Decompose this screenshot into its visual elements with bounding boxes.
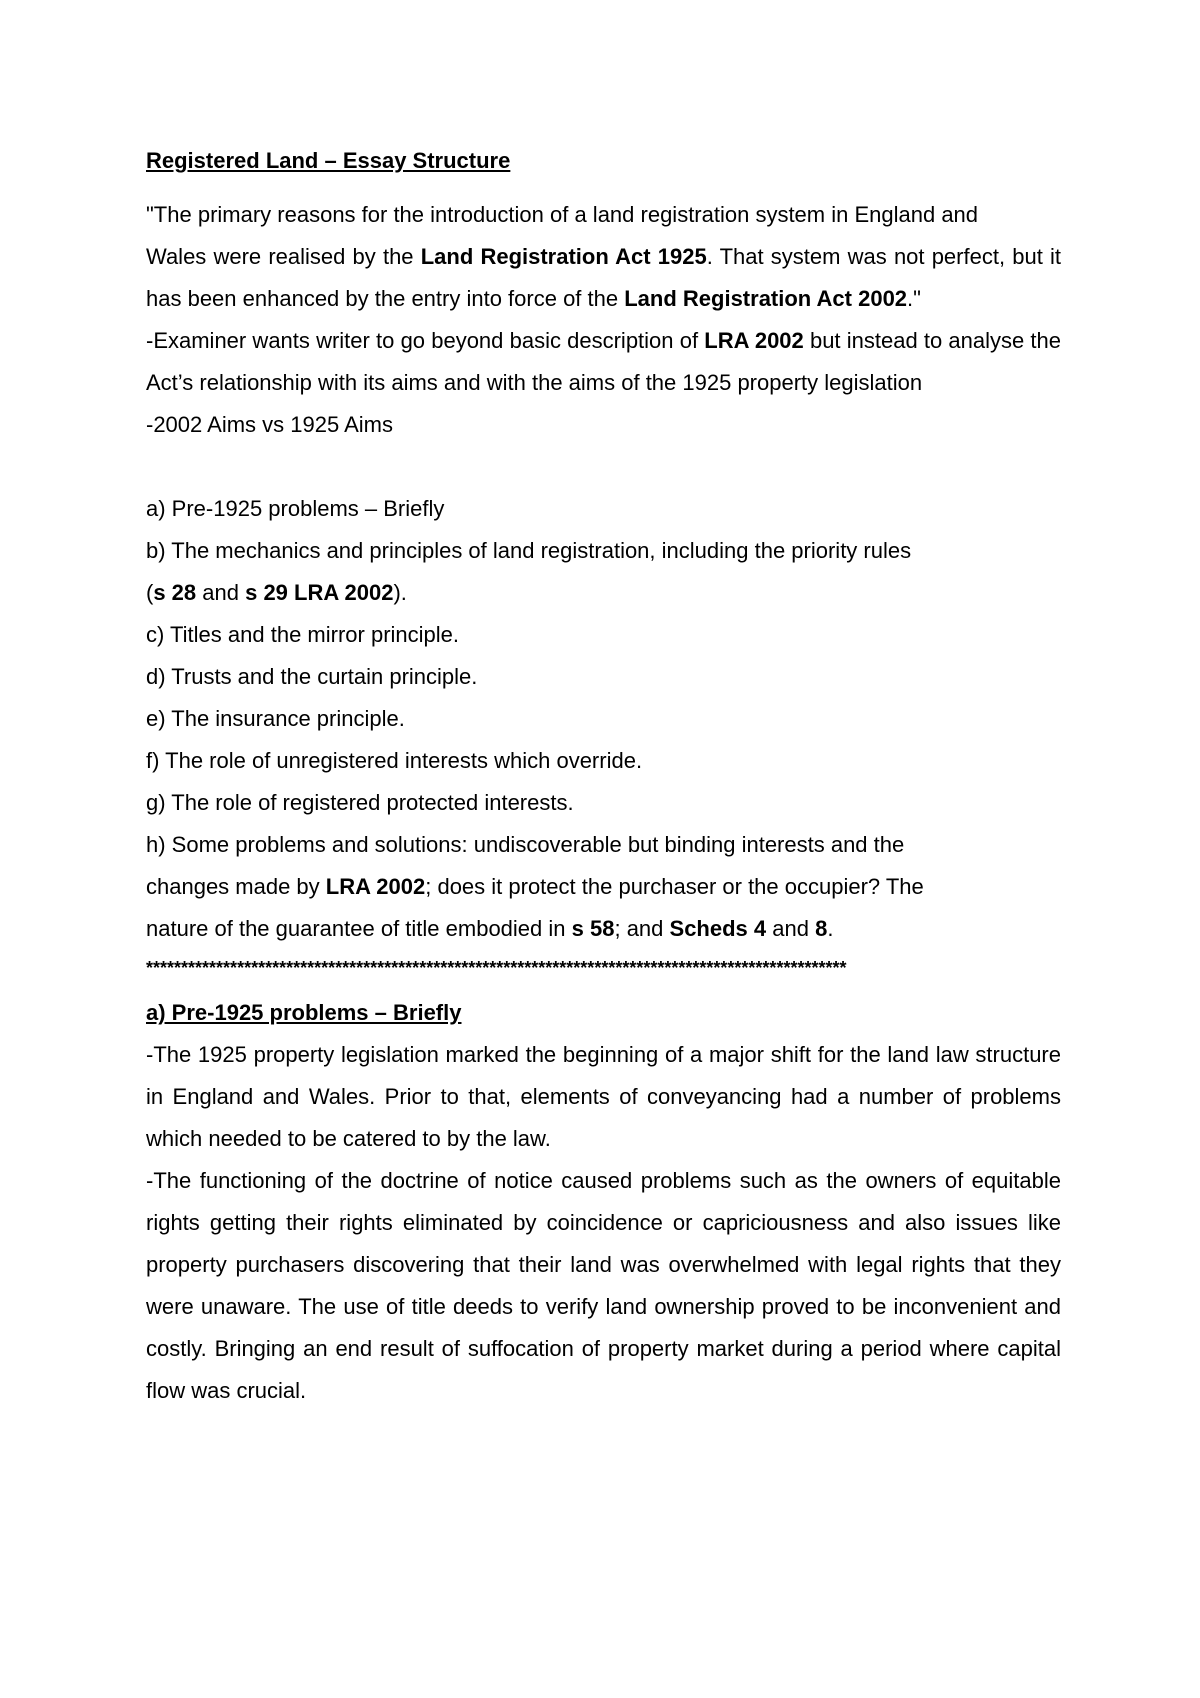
outline-item-f: f) The role of unregistered interests which override. [146, 748, 643, 773]
outline-item-h-continued-2 [146, 908, 1061, 950]
outline-text: and [766, 916, 816, 941]
outline-text: ). [393, 580, 407, 605]
quote-paragraph [146, 236, 1061, 320]
note-text: but instead to analyse the Act’s relationship with its aims and with the aims of the 1925 property legislation [146, 328, 1061, 395]
outline-item-c: c) Titles and the mirror principle. [146, 622, 459, 647]
outline-text: and [196, 580, 246, 605]
asterisk-separator: **************************************************************************************************** [146, 958, 847, 978]
section-a-paragraph-2: -The functioning of the doctrine of notice caused problems such as the owners of equitable rights getting their rights eliminated by coincidence or capriciousness and also issues like property purchasers discovering that their land was overwhelmed with legal rights that they were unaware. The use of title deeds to verify land ownership proved to be inconvenient and costly. Bringing an end result of suffocation of property market during a period where capital flow was crucial. [146, 1168, 1061, 1403]
statute-reference: Scheds 4 [669, 916, 767, 941]
statute-reference: s 58 [571, 916, 615, 941]
outline-item-b: b) The mechanics and principles of land registration, including the priority rules [146, 538, 912, 563]
section-a-paragraph-1: -The 1925 property legislation marked the beginning of a major shift for the land law structure in England and Wales. Prior to that, elements of conveyancing had a number of problems which needed to be catered to by the law. [146, 1042, 1061, 1151]
outline-item-h-continued [146, 866, 1061, 908]
aims-note: -2002 Aims vs 1925 Aims [146, 412, 394, 437]
quote-text: ." [907, 286, 921, 311]
note-text: -Examiner wants writer to go beyond basic description of [146, 328, 705, 353]
quote-text: . That system was not perfect, but it has been enhanced by the entry into force of the [146, 244, 1061, 311]
examiner-note [146, 320, 1061, 404]
quote-text: "The primary reasons for the introduction of a land registration system in England and [146, 202, 979, 227]
outline-item-g: g) The role of registered protected interests. [146, 790, 574, 815]
statute-reference: Land Registration Act 1925 [420, 244, 707, 269]
outline-item-e: e) The insurance principle. [146, 706, 405, 731]
document-body [146, 140, 1061, 1412]
statute-reference: LRA 2002 [704, 328, 804, 353]
outline-text: nature of the guarantee of title embodied in [146, 916, 572, 941]
statute-reference: 8 [815, 916, 828, 941]
document-title: Registered Land – Essay Structure [146, 148, 511, 173]
quote-text: Wales were realised by the [146, 244, 421, 269]
section-a-heading: a) Pre-1925 problems – Briefly [146, 1000, 462, 1025]
outline-text: ( [146, 580, 154, 605]
statute-reference: LRA 2002 [325, 874, 426, 899]
spacer [146, 446, 1061, 488]
outline-item-h: h) Some problems and solutions: undiscoverable but binding interests and the [146, 832, 905, 857]
statute-reference: s 29 LRA 2002 [245, 580, 394, 605]
outline-item-a: a) Pre-1925 problems – Briefly [146, 496, 445, 521]
outline-text: changes made by [146, 874, 326, 899]
statute-reference: Land Registration Act 2002 [624, 286, 908, 311]
quote-line-1 [146, 194, 1061, 236]
outline-text: ; does it protect the purchaser or the occupier? The [425, 874, 924, 899]
outline-text: . [827, 916, 834, 941]
outline-text: ; and [614, 916, 670, 941]
outline-item-d: d) Trusts and the curtain principle. [146, 664, 478, 689]
statute-reference: s 28 [153, 580, 197, 605]
outline-item-b-continued [146, 572, 1061, 614]
